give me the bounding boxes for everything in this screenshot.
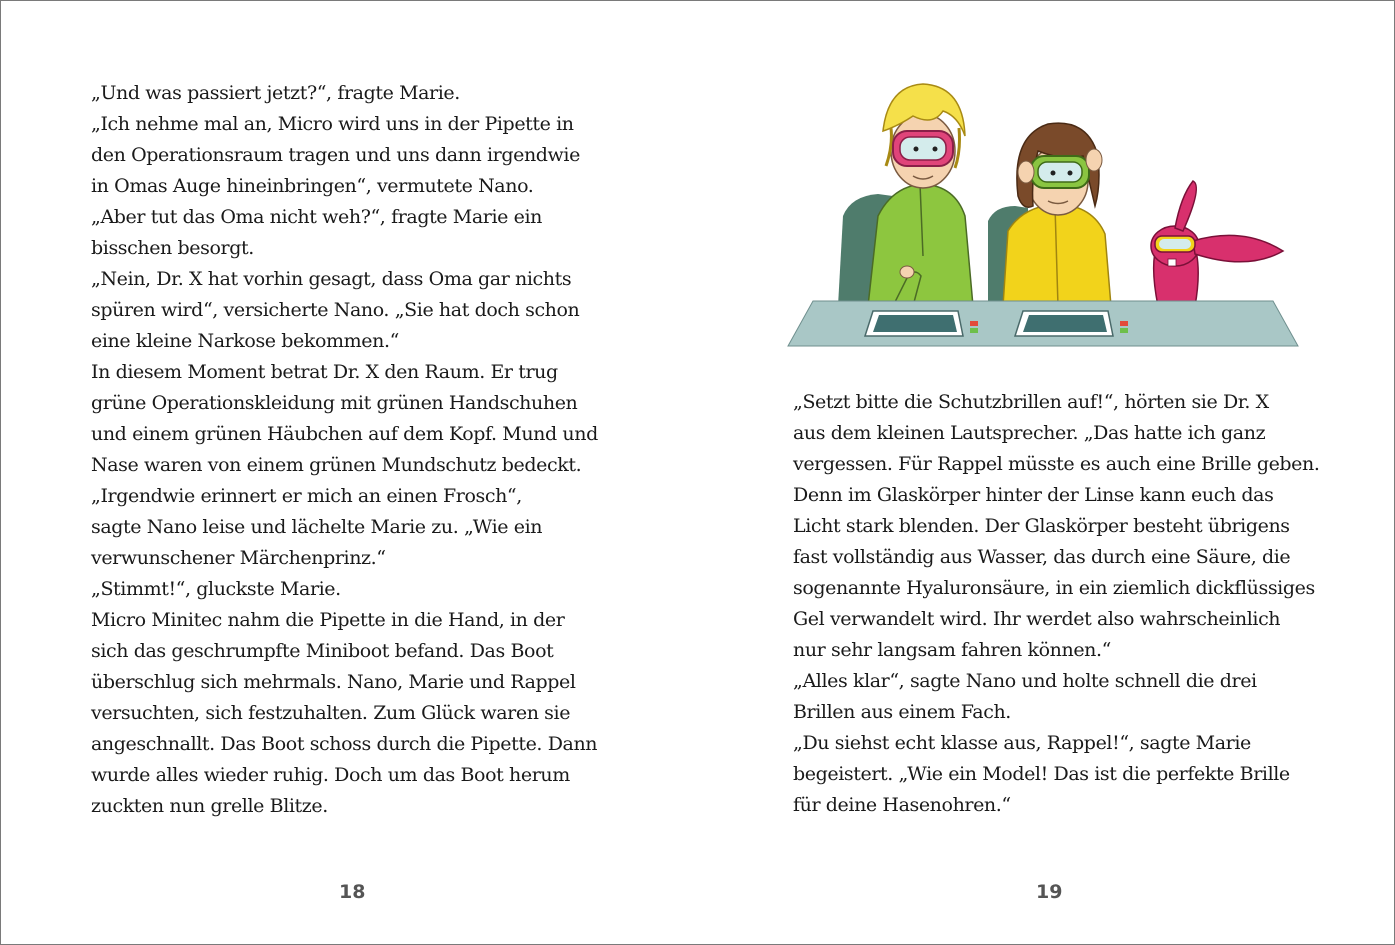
text-line: den Operationsraum tragen und uns dann irgendwie — [91, 144, 580, 166]
text-line: In diesem Moment betrat Dr. X den Raum. Er trug — [91, 361, 558, 383]
text-line: „Irgendwie erinnert er mich an einen Frosch“, — [91, 485, 522, 507]
text-line: sogenannte Hyaluronsäure, in ein ziemlich dickflüssiges — [793, 577, 1315, 599]
text-line: und einem grünen Häubchen auf dem Kopf. Mund und — [91, 423, 598, 445]
text-line: „Ich nehme mal an, Micro wird uns in der Pipette in — [91, 113, 574, 135]
text-line: zuckten nun grelle Blitze. — [91, 795, 328, 817]
text-line: für deine Hasenohren.“ — [793, 794, 1011, 816]
text-line: sagte Nano leise und lächelte Marie zu. „Wie ein — [91, 516, 543, 538]
right-page — [698, 1, 1395, 944]
text-line: „Stimmt!“, gluckste Marie. — [91, 578, 341, 600]
text-line: aus dem kleinen Lautsprecher. „Das hatte ich ganz — [793, 422, 1266, 444]
text-line: „Nein, Dr. X hat vorhin gesagt, dass Oma gar nichts — [91, 268, 572, 290]
text-line: begeistert. „Wie ein Model! Das ist die perfekte Brille — [793, 763, 1290, 785]
text-line: wurde alles wieder ruhig. Doch um das Boot herum — [91, 764, 570, 786]
illustration-kids-with-goggles — [783, 56, 1303, 356]
text-line: grüne Operationskleidung mit grünen Handschuhen — [91, 392, 578, 414]
left-page-text — [91, 78, 611, 822]
text-line: Gel verwandelt wird. Ihr werdet also wahrscheinlich — [793, 608, 1281, 630]
text-line: „Alles klar“, sagte Nano und holte schnell die drei — [793, 670, 1257, 692]
text-line: versuchten, sich festzuhalten. Zum Glück waren sie — [91, 702, 571, 724]
text-line: Micro Minitec nahm die Pipette in die Hand, in der — [91, 609, 565, 631]
left-page — [1, 1, 698, 944]
text-line: eine kleine Narkose bekommen.“ — [91, 330, 399, 352]
text-line: „Du siehst echt klasse aus, Rappel!“, sagte Marie — [793, 732, 1251, 754]
text-line: fast vollständig aus Wasser, das durch eine Säure, die — [793, 546, 1291, 568]
page-number: 19 — [1036, 881, 1063, 903]
text-line: „Aber tut das Oma nicht weh?“, fragte Marie ein — [91, 206, 542, 228]
text-line: Brillen aus einem Fach. — [793, 701, 1011, 723]
text-line: nur sehr langsam fahren können.“ — [793, 639, 1111, 661]
text-line: in Omas Auge hineinbringen“, vermutete Nano. — [91, 175, 534, 197]
text-line: überschlug sich mehrmals. Nano, Marie und Rappel — [91, 671, 576, 693]
text-line: vergessen. Für Rappel müsste es auch eine Brille geben. — [793, 453, 1320, 475]
text-line: angeschnallt. Das Boot schoss durch die Pipette. Dann — [91, 733, 598, 755]
text-line: sich das geschrumpfte Miniboot befand. Das Boot — [91, 640, 554, 662]
text-line: Licht stark blenden. Der Glaskörper besteht übrigens — [793, 515, 1290, 537]
text-line: Nase waren von einem grünen Mundschutz bedeckt. — [91, 454, 582, 476]
text-line: „Und was passiert jetzt?“, fragte Marie. — [91, 82, 460, 104]
text-line: „Setzt bitte die Schutzbrillen auf!“, hörten sie Dr. X — [793, 391, 1269, 413]
text-line: spüren wird“, versicherte Nano. „Sie hat doch schon — [91, 299, 580, 321]
text-line: bisschen besorgt. — [91, 237, 254, 259]
rabbit-figure — [1151, 181, 1283, 306]
right-page-text — [793, 387, 1323, 821]
page-number: 18 — [339, 881, 366, 903]
text-line: Denn im Glaskörper hinter der Linse kann euch das — [793, 484, 1274, 506]
text-line: verwunschener Märchenprinz.“ — [91, 547, 386, 569]
